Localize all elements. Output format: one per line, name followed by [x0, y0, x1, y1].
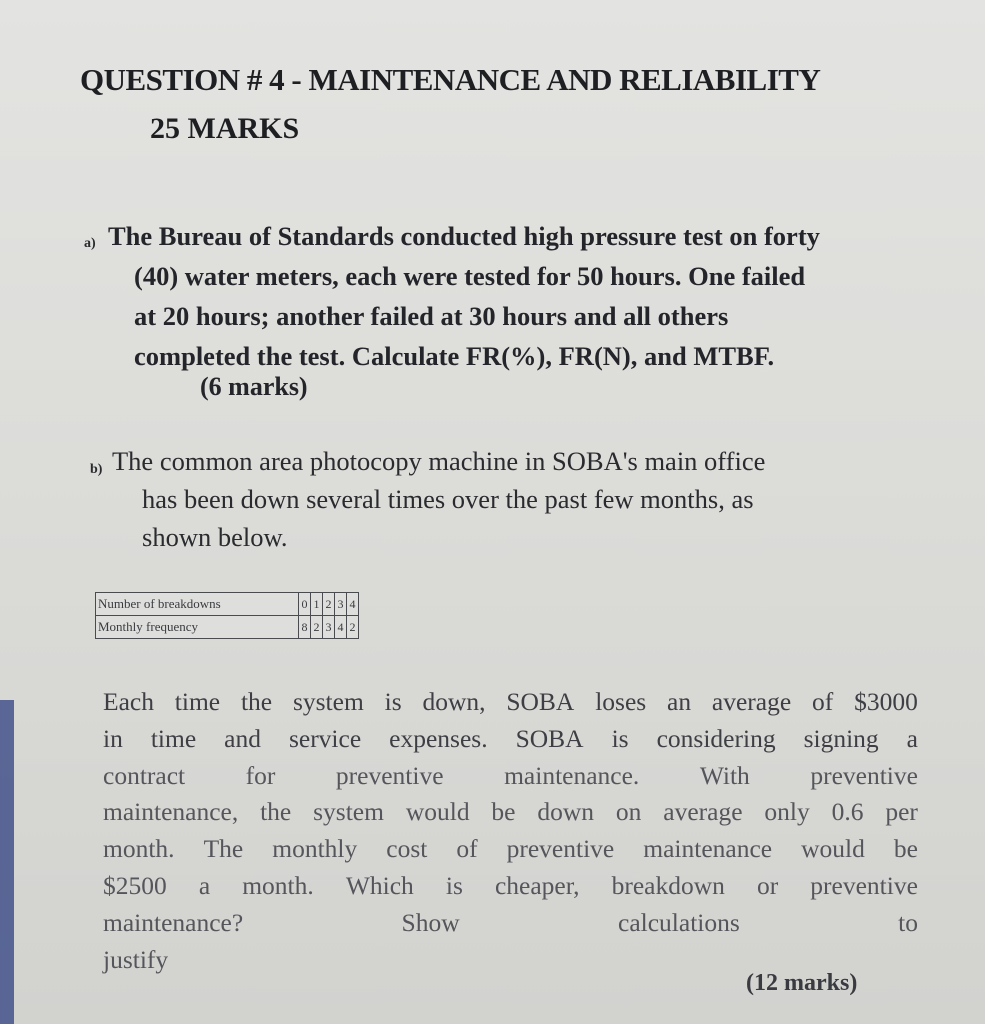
part-a-line: (40) water meters, each were tested for 50 hours. One failed: [134, 261, 806, 291]
paragraph-line: maintenance? Show calculations to: [103, 907, 918, 937]
paragraph-line: month. The monthly cost of preventive maintenance would be: [103, 834, 918, 864]
table-cell: 2: [323, 593, 335, 616]
part-b-paragraph: [103, 684, 918, 978]
part-a-line: at 20 hours; another failed at 30 hours and all others: [134, 301, 729, 331]
table-cell: 0: [299, 593, 311, 616]
table-cell: 2: [311, 616, 323, 639]
row-header: Monthly frequency: [96, 616, 299, 639]
paragraph-line: $2500 a month. Which is cheaper, breakdown or preventive: [103, 870, 918, 900]
paragraph-line: contract for preventive maintenance. With preventive: [103, 760, 918, 790]
table-cell: 2: [347, 616, 359, 639]
table-row: [96, 593, 359, 616]
part-b-question: [112, 442, 932, 556]
table-cell: 8: [299, 616, 311, 639]
paragraph-line: justify: [103, 944, 169, 974]
table-cell: 3: [335, 593, 347, 616]
row-header: Number of breakdowns: [96, 593, 299, 616]
part-b-label: b): [90, 462, 103, 477]
table-cell: 1: [311, 593, 323, 616]
question-title: QUESTION # 4 - MAINTENANCE AND RELIABILITY: [80, 62, 821, 97]
table-cell: 3: [323, 616, 335, 639]
part-b-line: has been down several times over the past few months, as: [142, 484, 754, 514]
part-a-label: a): [84, 236, 96, 251]
table-row: [96, 616, 359, 639]
paragraph-line: Each time the system is down, SOBA loses an average of $3000: [103, 687, 918, 716]
page-edge-shadow: [0, 700, 14, 1024]
breakdown-table: [95, 592, 359, 639]
table-cell: 4: [347, 593, 359, 616]
total-marks: 25 MARKS: [150, 112, 300, 145]
part-a-line: The Bureau of Standards conducted high pressure test on forty: [108, 221, 820, 251]
paragraph-line: maintenance, the system would be down on average only 0.6 per: [103, 797, 918, 827]
table-cell: 4: [335, 616, 347, 639]
part-b-marks: (12 marks): [746, 970, 858, 996]
part-a-marks: (6 marks): [200, 372, 308, 401]
part-b-line: The common area photocopy machine in SOBA's main office: [112, 446, 766, 476]
part-b-line: shown below.: [142, 522, 288, 552]
part-a-question: [108, 216, 928, 376]
part-a-line: completed the test. Calculate FR(%), FR(N), and MTBF.: [134, 341, 775, 371]
paragraph-line: in time and service expenses. SOBA is considering signing a: [103, 723, 918, 753]
